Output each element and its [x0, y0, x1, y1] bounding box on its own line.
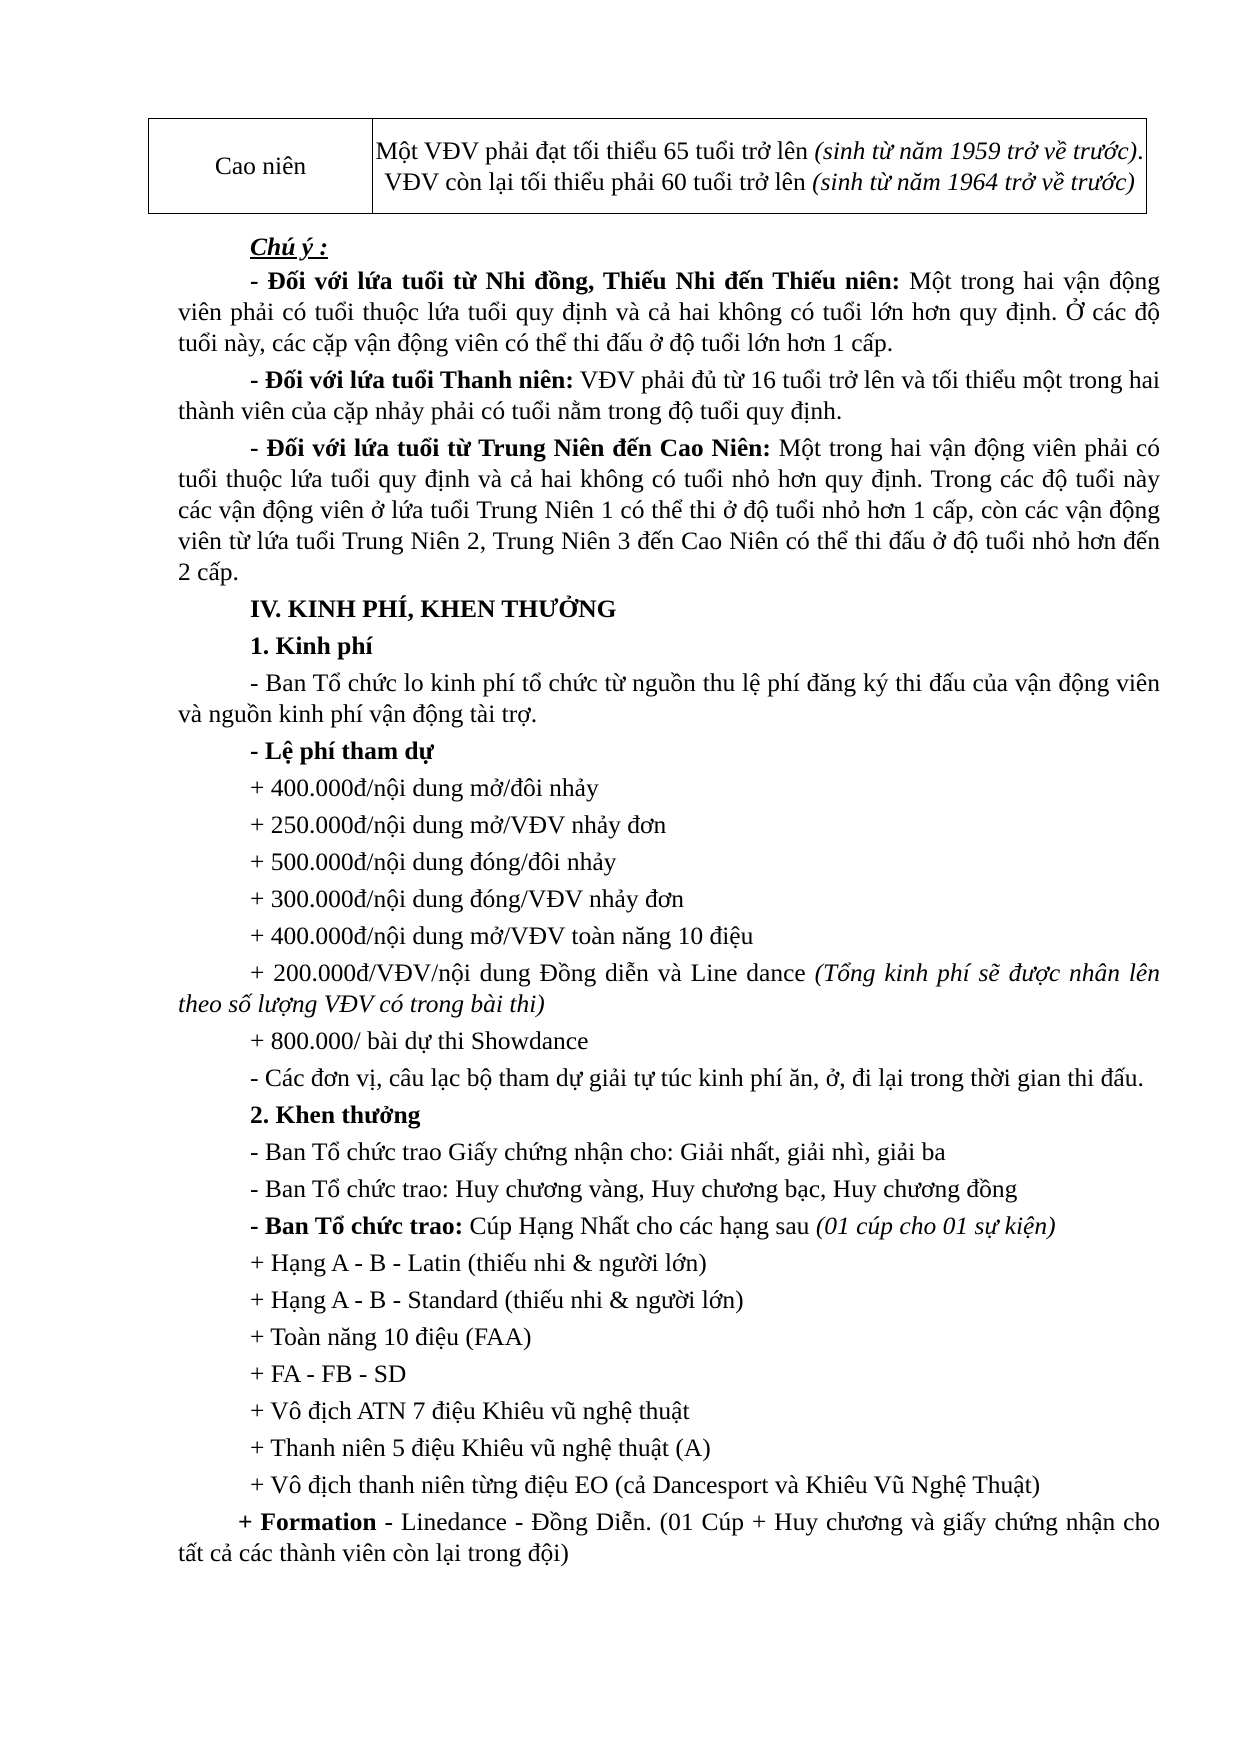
fee-item: + 250.000đ/nội dung mở/VĐV nhảy đơn: [250, 810, 667, 839]
note-lead: - Đối với lứa tuổi từ Trung Niên đến Cao Niên:: [250, 433, 771, 462]
subsection-heading: 2. Khen thưởng: [250, 1100, 421, 1129]
formation-paragraph: + Formation - Linedance - Đồng Diễn. (01 Cúp + Huy chương và giấy chứng nhận cho tất cả các thành viên còn lại trong đội): [178, 1507, 1160, 1567]
note-text: Một trong hai vận động viên phải có tuổi thuộc lứa tuổi quy định và cả hai không có tuổi lớn hơn quy định. Ở các độ tuổi này, các cặp vận động viên có thể thi đấu ở độ tuổi lớn hơn 1 cấp.: [178, 266, 1160, 357]
fee-item: + 300.000đ/nội dung đóng/VĐV nhảy đơn: [250, 884, 684, 913]
note-title-line: [178, 231, 1160, 262]
cup-item: + Hạng A - B - Latin (thiếu nhi & người lớn): [250, 1248, 707, 1277]
note-paragraph: [178, 432, 1160, 587]
fee-item: + 500.000đ/nội dung đóng/đôi nhảy: [250, 847, 617, 876]
note-lead: - Đối với lứa tuổi Thanh niên:: [250, 365, 574, 394]
fee-item: + 800.000/ bài dự thi Showdance: [250, 1026, 589, 1055]
requirement-birth-note: (sinh từ năm 1959 trở về trước): [814, 136, 1138, 165]
document-body: [178, 231, 1160, 1568]
requirement-birth-note: (sinh từ năm 1964 trở về trước): [812, 167, 1135, 196]
note-paragraph: [178, 265, 1160, 358]
cup-item: + Toàn năng 10 điệu (FAA): [250, 1322, 532, 1351]
self-funding-paragraph: - Các đơn vị, câu lạc bộ tham dự giải tự túc kinh phí ăn, ở, đi lại trong thời gian thi đấu.: [250, 1063, 1144, 1092]
funding-paragraph: - Ban Tổ chức lo kinh phí tổ chức từ nguồn thu lệ phí đăng ký thi đấu của vận động viên và nguồn kinh phí vận động tài trợ.: [178, 668, 1160, 728]
award-item: - Ban Tổ chức trao Giấy chứng nhận cho: Giải nhất, giải nhì, giải ba: [250, 1137, 946, 1166]
fee-heading: - Lệ phí tham dự: [250, 736, 434, 765]
cup-item: + Vô địch ATN 7 điệu Khiêu vũ nghệ thuật: [250, 1396, 690, 1425]
subsection-heading: 1. Kinh phí: [250, 631, 373, 660]
fee-item: + 400.000đ/nội dung mở/VĐV toàn năng 10 điệu: [250, 921, 754, 950]
section-heading: IV. KINH PHÍ, KHEN THƯỞNG: [250, 594, 617, 623]
fee-item: + 400.000đ/nội dung mở/đôi nhảy: [250, 773, 599, 802]
award-note: (01 cúp cho 01 sự kiện): [815, 1211, 1056, 1240]
age-category-cell: Cao niên: [149, 119, 373, 214]
fee-item: + 200.000đ/VĐV/nội dung Đồng diễn và Line dance (Tổng kinh phí sẽ được nhân lên theo số lượng VĐV có trong bài thi): [178, 958, 1160, 1018]
award-item: - Ban Tổ chức trao: Huy chương vàng, Huy chương bạc, Huy chương đồng: [250, 1174, 1018, 1203]
cup-item: + Thanh niên 5 điệu Khiêu vũ nghệ thuật (A): [250, 1433, 711, 1462]
note-text: Một trong hai vận động viên phải có tuổi thuộc lứa tuổi quy định và cả hai không có tuổi nhỏ hơn quy định. Trong các độ tuổi này các vận động viên ở lứa tuổi Trung Niên 1 có thể thi ở độ tuổi nhỏ hơn 1 cấp, còn các vận động viên từ lứa tuổi Trung Niên 2, Trung Niên 3 đến Cao Niên có thể thi đấu ở độ tuổi nhỏ hơn đến 2 cấp.: [178, 433, 1160, 586]
note-paragraph: [178, 364, 1160, 426]
requirement-text: Một VĐV phải đạt tối thiểu 65 tuổi trở lên: [375, 136, 815, 165]
cup-item: + Vô địch thanh niên từng điệu EO (cả Dancesport và Khiêu Vũ Nghệ Thuật): [250, 1470, 1041, 1499]
fee-note: (Tổng kinh phí sẽ được nhân lên theo số lượng VĐV có trong bài thi): [178, 958, 1160, 1018]
cup-item: + FA - FB - SD: [250, 1359, 407, 1388]
award-item: - Ban Tổ chức trao: Cúp Hạng Nhất cho các hạng sau (01 cúp cho 01 sự kiện): [250, 1211, 1056, 1240]
age-group-table: [148, 118, 1147, 214]
note-lead: - Đối với lứa tuổi từ Nhi đồng, Thiếu Nhi đến Thiếu niên:: [250, 266, 901, 295]
age-requirement-cell: [373, 119, 1147, 214]
note-text: VĐV phải đủ từ 16 tuổi trở lên và tối thiểu một trong hai thành viên của cặp nhảy phải có tuổi nằm trong độ tuổi quy định.: [178, 365, 1161, 425]
table-row: [149, 119, 1147, 214]
cup-item: + Hạng A - B - Standard (thiếu nhi & người lớn): [250, 1285, 744, 1314]
note-title: Chú ý :: [250, 232, 328, 261]
requirement-text: . VĐV còn lại tối thiểu phải 60 tuổi trở lên: [384, 136, 1144, 196]
